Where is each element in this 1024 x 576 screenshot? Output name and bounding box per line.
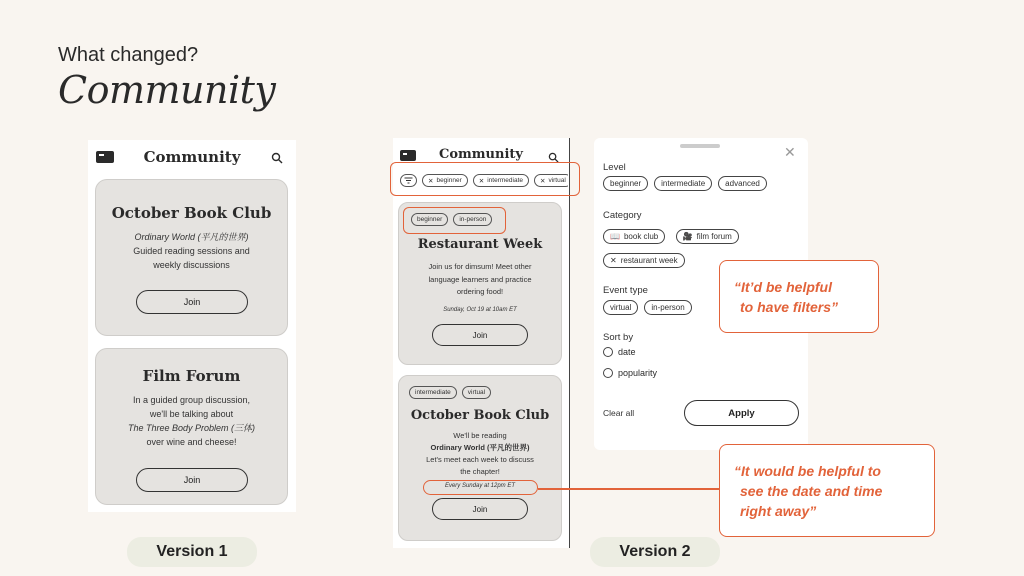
filter-chip-intermediate[interactable]: ✕ intermediate (473, 174, 529, 187)
v2-card-date: Sunday, Oct 19 at 10am ET (443, 306, 517, 313)
v2-card-desc-line: language learners and practice (428, 274, 532, 284)
sort-label: Sort by (603, 332, 634, 343)
level-option-beginner[interactable]: beginner (603, 176, 648, 191)
v2-card-desc-line: the chapter! (460, 467, 500, 476)
quote-date-time: “It would be helpful to see the date and time right away” (719, 444, 935, 537)
filter-chip-virtual[interactable]: ✕ virtual (534, 174, 568, 187)
join-button[interactable]: Join (432, 498, 528, 520)
v1-card-title: Film Forum (142, 367, 241, 385)
v1-phone-screen (88, 140, 296, 512)
v2-card-title: October Book Club (410, 408, 550, 423)
slide-heading: What changed? (58, 44, 199, 66)
drag-handle[interactable] (680, 144, 720, 148)
category-option-restaurant-week[interactable]: ✕ restaurant week (603, 253, 685, 268)
divider (569, 138, 570, 548)
v2-card-desc-line: ordering food! (456, 287, 504, 296)
v2-card-desc-line: Let's meet each week to discuss (426, 455, 534, 464)
v2-card-title: Restaurant Week (417, 237, 543, 252)
highlight-date (423, 480, 538, 495)
filter-chip-beginner[interactable]: ✕ beginner (422, 174, 468, 187)
level-option-intermediate[interactable]: intermediate (654, 176, 712, 191)
v1-header-title: Community (143, 148, 241, 166)
category-option-book-club[interactable]: 📖 book club (603, 229, 665, 244)
v1-card-desc-line: In a guided group discussion, (132, 395, 251, 405)
v2-header-title: Community (439, 147, 523, 162)
event-type-option-in-person[interactable]: in-person (644, 300, 691, 315)
film-camera-icon: 🎥 (682, 232, 693, 241)
v1-card-book-title: The Three Body Problem (三体) (127, 423, 256, 433)
connector-line (538, 488, 720, 490)
v2-card-desc-line: We'll be reading (453, 431, 507, 440)
tag-in-person: in-person (453, 213, 492, 226)
v1-card-desc-line: over wine and cheese! (146, 437, 237, 447)
tag-beginner: beginner (411, 213, 448, 226)
category-option-film-forum[interactable]: 🎥 film forum (676, 229, 739, 244)
close-icon[interactable]: ✕ (428, 177, 434, 185)
event-type-label: Event type (603, 285, 648, 296)
level-option-advanced[interactable]: advanced (718, 176, 767, 191)
v1-card-film-forum[interactable] (95, 348, 288, 505)
join-button[interactable]: Join (136, 290, 248, 314)
v1-card-desc-line: we'll be talking about (149, 409, 234, 419)
event-type-option-virtual[interactable]: virtual (603, 300, 638, 315)
v1-card-desc-line: Guided reading sessions and (133, 246, 250, 256)
close-icon[interactable]: ✕ (540, 177, 546, 185)
clear-all-button[interactable]: Clear all (603, 408, 635, 418)
v2-card-desc-line: Join us for dimsum! Meet other (428, 262, 532, 271)
slide-title: Community (58, 68, 276, 112)
v2-card-book-club[interactable] (398, 375, 562, 541)
highlight-tags (403, 207, 506, 234)
close-icon[interactable]: ✕ (784, 144, 796, 160)
v2-card-date: Every Sunday at 12pm ET (444, 483, 516, 489)
v1-card-title: October Book Club (111, 204, 272, 222)
apply-button[interactable]: Apply (684, 400, 799, 426)
join-button[interactable]: Join (136, 468, 248, 492)
highlight-filter-row (390, 162, 580, 196)
category-label: Category (603, 210, 642, 221)
v2-card-book-title: Ordinary World (平凡的世界) (430, 443, 530, 452)
tag-virtual: virtual (462, 386, 491, 399)
sort-option-popularity[interactable]: popularity (603, 368, 657, 378)
quote-filters: “It’d be helpful to have filters” (719, 260, 879, 333)
tag-intermediate: intermediate (409, 386, 457, 399)
version-1-label: Version 1 (127, 537, 257, 567)
v1-card-book-club[interactable] (95, 179, 288, 336)
version-2-label: Version 2 (590, 537, 720, 567)
book-icon: 📖 (610, 232, 620, 241)
level-label: Level (603, 162, 626, 173)
sort-option-date[interactable]: date (603, 347, 636, 357)
event-type-options (603, 300, 698, 315)
join-button[interactable]: Join (432, 324, 528, 346)
v1-card-desc-line: weekly discussions (153, 260, 230, 270)
radio-icon[interactable] (603, 347, 613, 357)
utensils-icon: ✕ (610, 256, 617, 265)
v1-card-book-title: Ordinary World (平凡的世界) (134, 232, 249, 242)
radio-icon[interactable] (603, 368, 613, 378)
v2-search-icon[interactable] (548, 150, 559, 161)
close-icon[interactable]: ✕ (478, 177, 485, 185)
level-options (603, 176, 773, 191)
v1-search-icon[interactable] (271, 151, 283, 163)
